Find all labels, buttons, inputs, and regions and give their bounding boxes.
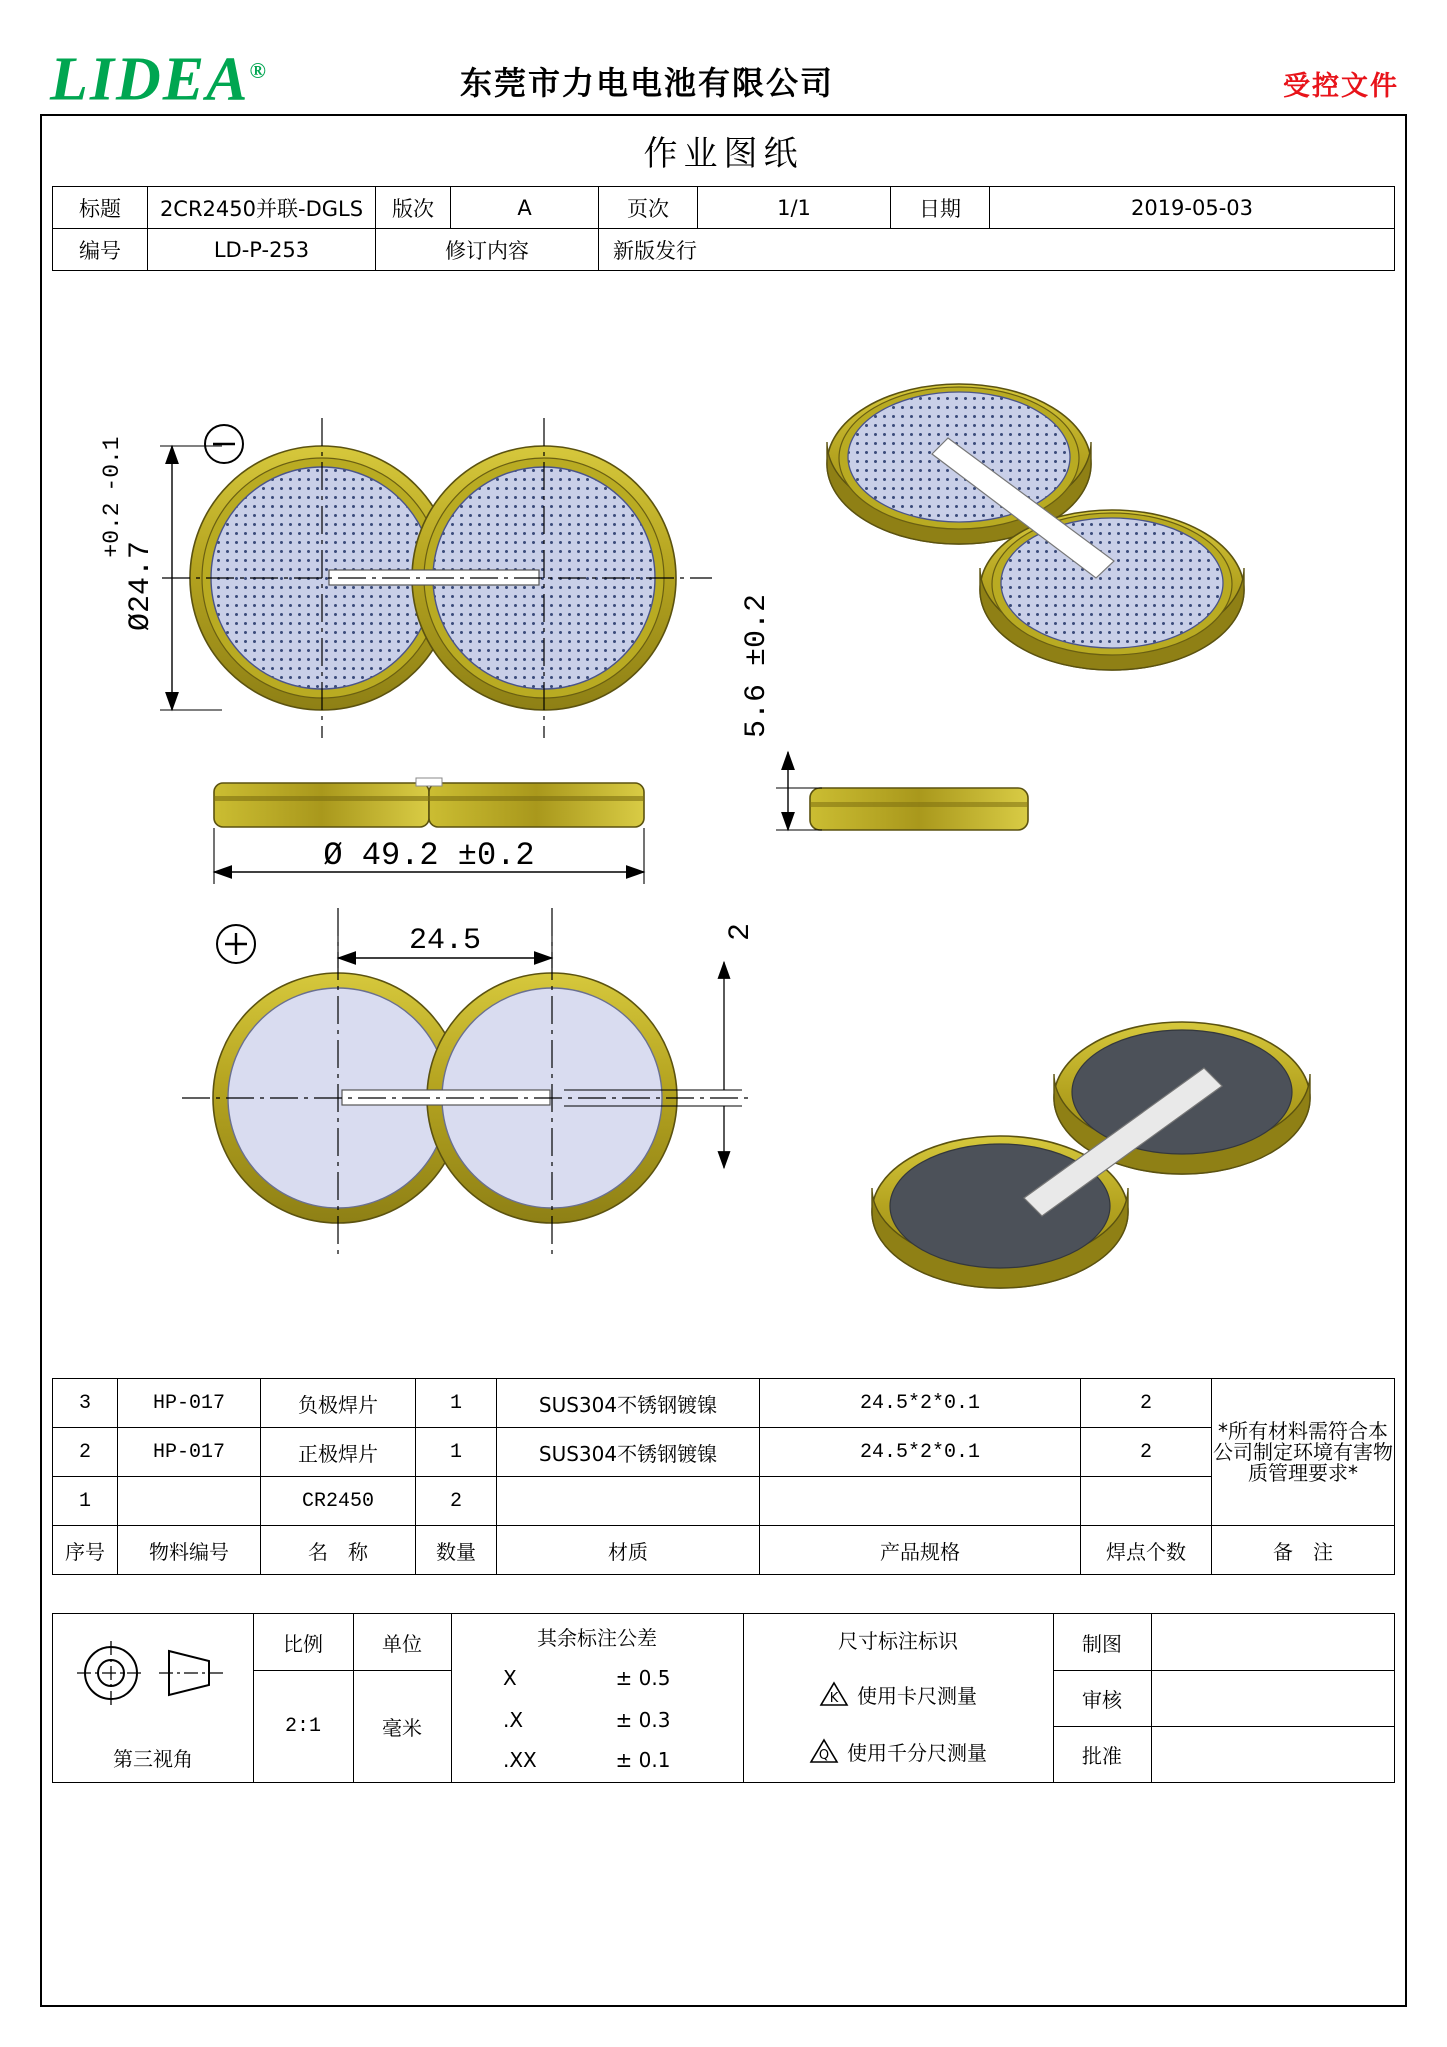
- scale-label: 比例: [283, 1631, 323, 1656]
- marking-title: 尺寸标注标识: [838, 1628, 958, 1653]
- unit-label: 单位: [382, 1631, 422, 1656]
- bom-material: SUS304不锈钢镀镍: [497, 1379, 760, 1428]
- table-row: [53, 1526, 1395, 1575]
- bom-header-material: 材质: [497, 1526, 760, 1575]
- svg-text:2: 2: [724, 922, 758, 942]
- table-row: [53, 229, 1395, 271]
- bom-header-no: 序号: [53, 1526, 118, 1575]
- approval-value-2: [1151, 1726, 1394, 1782]
- value-version: A: [451, 187, 599, 229]
- approval-value-1: [1151, 1670, 1394, 1726]
- title-block-table: [52, 186, 1395, 271]
- value-number: LD-P-253: [148, 229, 376, 271]
- scale-value: 2:1: [284, 1714, 321, 1738]
- thickness-view: [740, 594, 1028, 830]
- company-name: 东莞市力电电池有限公司: [460, 64, 835, 102]
- approval-label-2: 批准: [1082, 1743, 1122, 1768]
- value-title: 2CR2450并联-DGLS: [148, 187, 376, 229]
- bom-code: [118, 1477, 261, 1526]
- bom-header-spec: 产品规格: [760, 1526, 1081, 1575]
- registered-icon: ®: [249, 58, 268, 83]
- bom-code: HP-017: [118, 1379, 261, 1428]
- value-date: 2019-05-03: [990, 187, 1395, 229]
- tolerance-key-1: .X: [503, 1708, 524, 1732]
- bom-no: 1: [53, 1477, 118, 1526]
- value-revision: 新版发行: [599, 229, 1395, 271]
- bom-spec: [760, 1477, 1081, 1526]
- footer-block: [52, 1613, 1395, 1783]
- marking-row-1: [743, 1722, 1053, 1780]
- tolerance-value-2: ± 0.1: [615, 1748, 671, 1772]
- bom-no: 2: [53, 1428, 118, 1477]
- bom-header-welds: 焊点个数: [1081, 1526, 1212, 1575]
- svg-text:+0.2: +0.2: [99, 502, 125, 558]
- drawing-frame: [40, 114, 1407, 2007]
- bom-code: HP-017: [118, 1428, 261, 1477]
- drawing-canvas: [52, 268, 1395, 1378]
- approval-label-0: 制图: [1082, 1631, 1122, 1656]
- bottom-view-positive: [182, 908, 758, 1258]
- unit-value: 毫米: [382, 1715, 422, 1740]
- bom-material: SUS304不锈钢镀镍: [497, 1428, 760, 1477]
- label-revision: 修订内容: [376, 229, 599, 271]
- bom-remark-note: *所有材料需符合本公司制定环境有害物质管理要求*: [1212, 1379, 1395, 1526]
- bom-header-qty: 数量: [416, 1526, 497, 1575]
- projection-symbol: [53, 1614, 253, 1732]
- bom-welds: [1081, 1477, 1212, 1526]
- svg-text:K: K: [829, 1691, 839, 1706]
- approval-value-0: [1151, 1614, 1394, 1670]
- tolerance-key-2: .XX: [503, 1748, 537, 1772]
- svg-text:-0.1: -0.1: [99, 436, 125, 492]
- table-row: [53, 1477, 1395, 1526]
- label-date: 日期: [891, 187, 990, 229]
- bom-name: 负极焊片: [261, 1379, 416, 1428]
- bom-qty: 1: [416, 1428, 497, 1477]
- bom-qty: 1: [416, 1379, 497, 1428]
- bom-spec: 24.5*2*0.1: [760, 1379, 1081, 1428]
- table-row: [53, 187, 1395, 229]
- approval-label-1: 审核: [1082, 1687, 1122, 1712]
- bom-name: CR2450: [261, 1477, 416, 1526]
- marking-text-0: 使用卡尺测量: [857, 1683, 977, 1708]
- side-view: [214, 778, 644, 884]
- bom-welds: 2: [1081, 1379, 1212, 1428]
- tolerance-value-0: ± 0.5: [615, 1666, 671, 1690]
- svg-text:24.5: 24.5: [408, 924, 482, 958]
- bom-header-code: 物料编号: [118, 1526, 261, 1575]
- projection-label: 第三视角: [113, 1746, 193, 1771]
- bom-spec: 24.5*2*0.1: [760, 1428, 1081, 1477]
- bom-name: 正极焊片: [261, 1428, 416, 1477]
- micrometer-triangle-icon: [809, 1738, 839, 1764]
- iso-view-positive: [872, 1022, 1310, 1288]
- tolerance-key-0: X: [503, 1666, 517, 1690]
- bom-header-remark: 备 注: [1212, 1526, 1395, 1575]
- value-page: 1/1: [698, 187, 891, 229]
- label-number: 编号: [53, 229, 148, 271]
- bom-table: [52, 1378, 1395, 1575]
- tolerance-value-1: ± 0.3: [615, 1708, 671, 1732]
- bom-header-name: 名 称: [261, 1526, 416, 1575]
- page-header: [40, 38, 1407, 113]
- bom-welds: 2: [1081, 1428, 1212, 1477]
- page-title: 作业图纸: [643, 134, 804, 174]
- marking-text-1: 使用千分尺测量: [847, 1740, 987, 1765]
- svg-text:Q: Q: [818, 1748, 830, 1763]
- bom-no: 3: [53, 1379, 118, 1428]
- marking-row-0: [743, 1666, 1053, 1722]
- label-version: 版次: [376, 187, 451, 229]
- svg-text:5.6 ±0.2: 5.6 ±0.2: [740, 593, 774, 738]
- label-title: 标题: [53, 187, 148, 229]
- top-view-negative: [99, 418, 712, 738]
- controlled-document-stamp: 受控文件: [1283, 71, 1399, 102]
- table-row: [53, 1428, 1395, 1477]
- caliper-triangle-icon: [819, 1681, 849, 1707]
- tolerance-title: 其余标注公差: [537, 1625, 657, 1650]
- table-row: [53, 1379, 1395, 1428]
- svg-text:Ø24.7: Ø24.7: [124, 540, 158, 632]
- label-page: 页次: [599, 187, 698, 229]
- iso-view-negative: [827, 384, 1244, 670]
- bom-qty: 2: [416, 1477, 497, 1526]
- bom-material: [497, 1477, 760, 1526]
- svg-text:Ø 49.2 ±0.2: Ø 49.2 ±0.2: [323, 837, 535, 874]
- company-logo: LIDEA®: [50, 45, 268, 114]
